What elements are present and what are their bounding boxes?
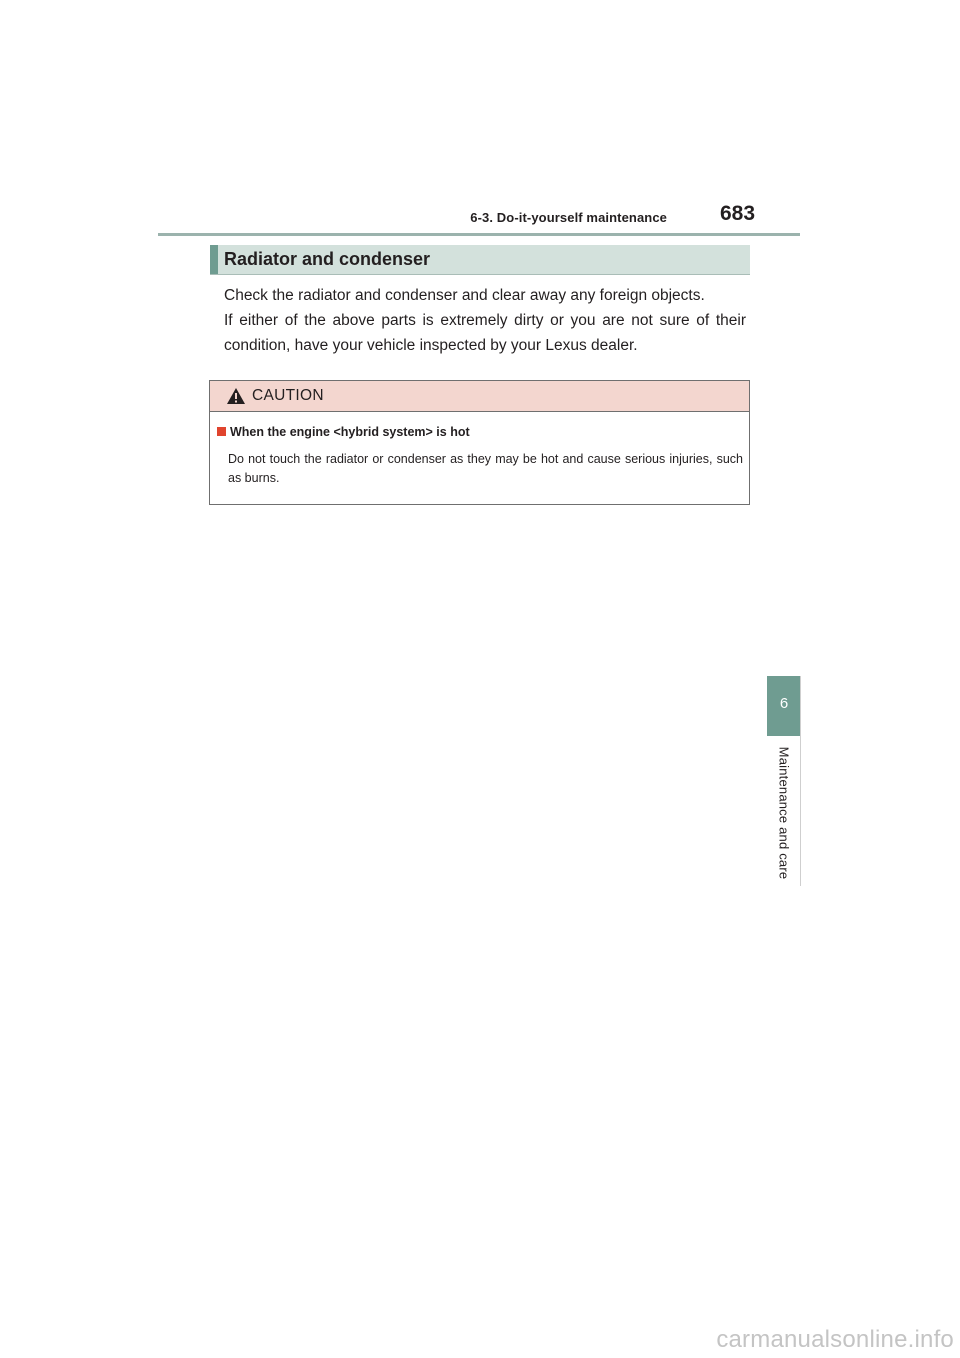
chapter-tab: 6 — [767, 676, 801, 736]
side-rule — [800, 676, 801, 886]
watermark: carmanualsonline.info — [716, 1326, 954, 1353]
caution-box — [209, 380, 750, 505]
page-number: 683 — [720, 202, 756, 225]
caution-header — [210, 381, 749, 412]
caution-item-text: Do not touch the radiator or condenser as they may be hot and cause serious injuries, such as burns. — [228, 452, 743, 485]
body-paragraph-2: If either of the above parts is extremely dirty or you are not sure of their condition, have your vehicle inspected by your Lexus dealer. — [224, 312, 746, 354]
caution-item-title: When the engine <hybrid system> is hot — [230, 425, 470, 439]
section-heading-bar — [210, 245, 218, 274]
caution-label: CAUTION — [252, 387, 324, 404]
chapter-label: Maintenance and care — [776, 746, 792, 880]
body-paragraph-1: Check the radiator and condenser and clear away any foreign objects. — [224, 287, 705, 304]
header-rule — [158, 233, 800, 236]
header-section-title: 6-3. Do-it-yourself maintenance — [470, 210, 667, 225]
section-title: Radiator and condenser — [224, 249, 431, 269]
caution-item-heading — [217, 425, 470, 439]
section-heading — [210, 245, 750, 275]
red-square-bullet-icon — [217, 427, 226, 436]
warning-triangle-icon — [226, 387, 246, 405]
